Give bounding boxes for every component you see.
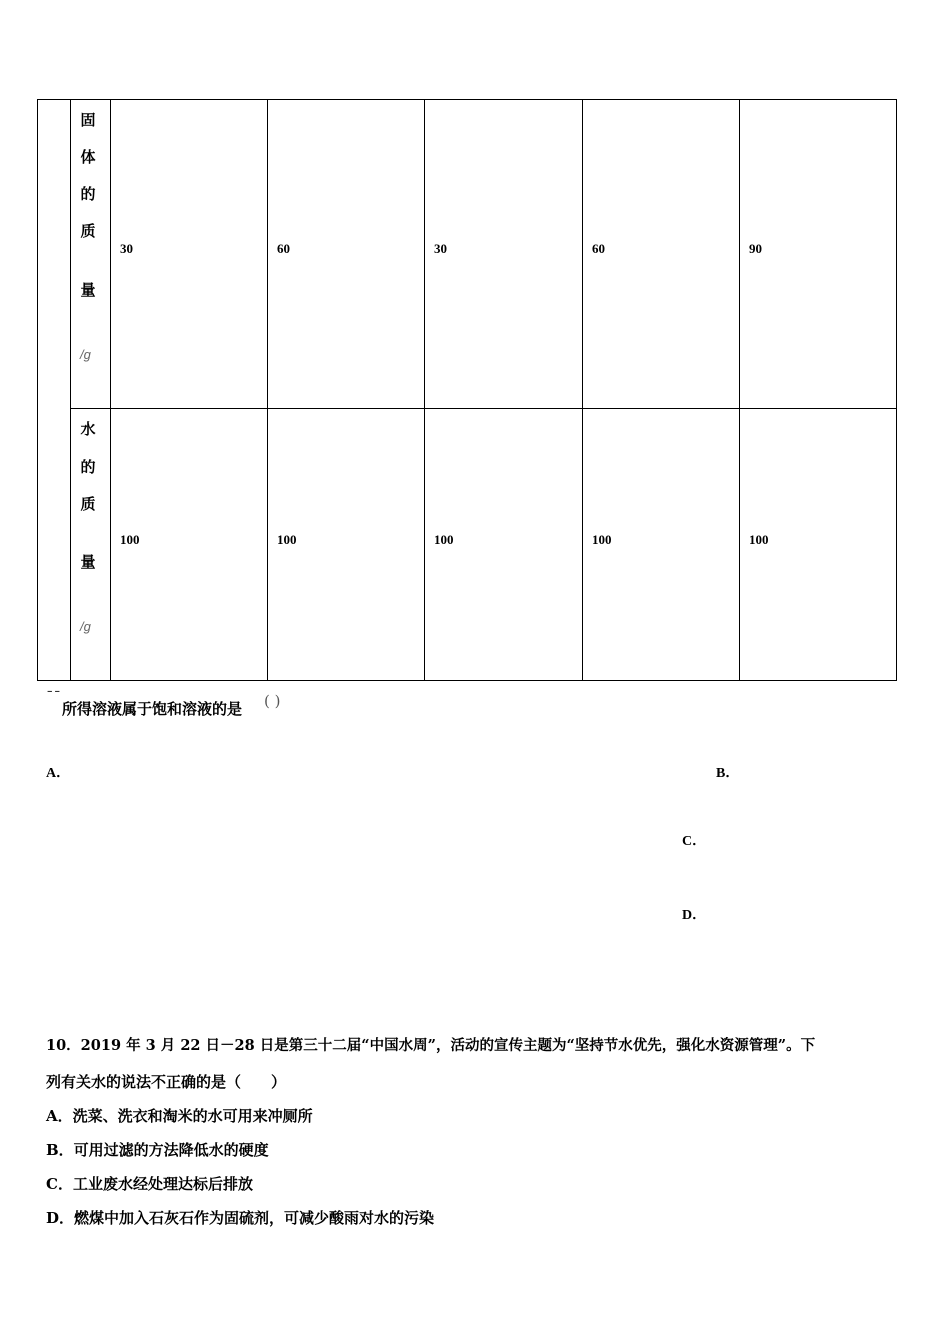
table-cell: 100 xyxy=(749,532,769,547)
row-label-char: 量 xyxy=(80,281,96,299)
table-cell: 100 xyxy=(434,532,454,547)
table-border-top xyxy=(37,99,897,100)
row-label-char: 体 xyxy=(80,148,96,166)
row-unit: /g xyxy=(80,619,91,634)
table-border-right xyxy=(896,99,897,681)
row-label-char: 水 xyxy=(80,420,96,438)
table-col-divider xyxy=(424,99,425,681)
question-stem-line2: 列有关水的说法不正确的是（ ） xyxy=(46,1073,287,1091)
table-col-divider xyxy=(110,99,111,681)
question-stem-line1: 10．2019 年 3 月 22 日－28 日是第三十二届“中国水周”，活动的宣传主题为“坚持节水优先，强化水资源管理”。下 xyxy=(46,1037,816,1054)
option-b: B．可用过滤的方法降低水的硬度 xyxy=(46,1141,269,1159)
table-border-bottom xyxy=(37,680,897,681)
table-col-divider xyxy=(739,99,740,681)
table-cell: 90 xyxy=(749,241,762,256)
row-label-char: 质 xyxy=(80,495,96,513)
row-label-char: 的 xyxy=(80,185,96,203)
table-cell: 100 xyxy=(120,532,140,547)
table-col-divider xyxy=(267,99,268,681)
prefix-mark: ¯¯ xyxy=(46,688,61,706)
table-cell: 30 xyxy=(120,241,133,256)
option-c: C．工业废水经处理达标后排放 xyxy=(46,1175,253,1193)
row-unit: /g xyxy=(80,347,91,362)
option-a: A． xyxy=(46,766,71,781)
row-label-char: 量 xyxy=(80,553,96,571)
table-col-divider xyxy=(70,99,71,681)
question-stem: 所得溶液属于饱和溶液的是 xyxy=(62,700,243,718)
table-border-left xyxy=(37,99,38,681)
row-label-char: 质 xyxy=(80,222,96,240)
option-c: C． xyxy=(682,834,707,849)
table-cell: 60 xyxy=(592,241,605,256)
option-a: A．洗菜、洗衣和淘米的水可用来冲厕所 xyxy=(46,1107,313,1125)
row-label-char: 固 xyxy=(80,111,96,129)
table-cell: 100 xyxy=(277,532,297,547)
answer-paren: ( ) xyxy=(264,692,281,710)
table-cell: 100 xyxy=(592,532,612,547)
option-d: D． xyxy=(682,908,707,923)
option-d: D．燃煤中加入石灰石作为固硫剂，可减少酸雨对水的污染 xyxy=(46,1209,435,1227)
table-cell: 30 xyxy=(434,241,447,256)
row-label-char: 的 xyxy=(80,458,96,476)
option-b: B． xyxy=(716,766,740,781)
table-col-divider xyxy=(582,99,583,681)
table-row-divider xyxy=(70,408,897,409)
table-cell: 60 xyxy=(277,241,290,256)
